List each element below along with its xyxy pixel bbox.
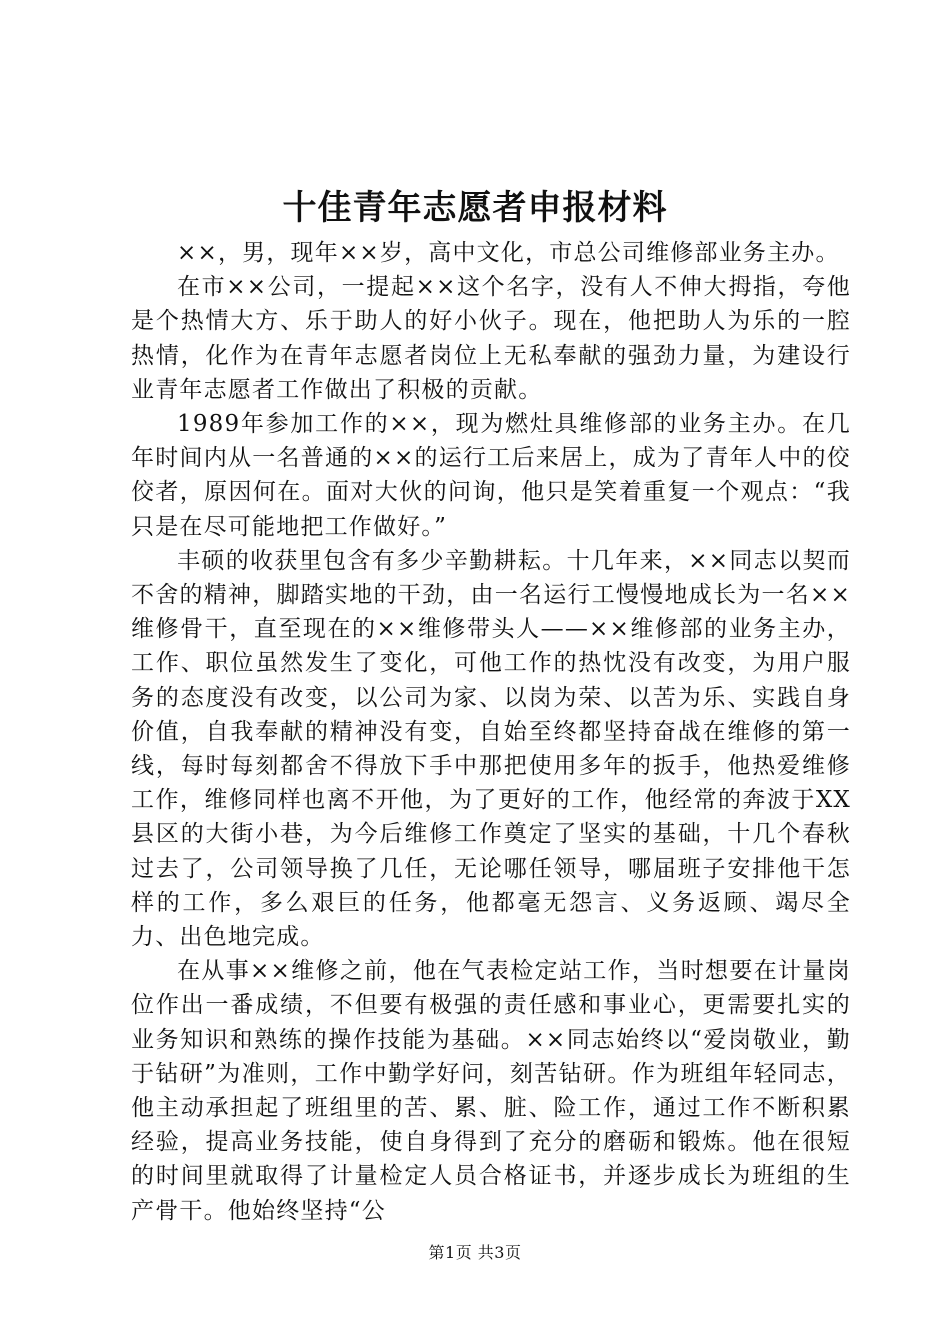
document-body xyxy=(131,236,851,1228)
paragraph: 丰硕的收获里包含有多少辛勤耕耘。十几年来，××同志以契而不舍的精神，脚踏实地的干劲，由一名运行工慢慢地成长为一名××维修骨干，直至现在的××维修带头人——××维修部的业务主办，工作、职位虽然发生了变化，可他工作的热忱没有改变，为用户服务的态度没有改变，以公司为家、以岗为荣、以苦为乐、实践自身价值，自我奉献的精神没有变，自始至终都坚持奋战在维修的第一线，每时每刻都舍不得放下手中那把使用多年的扳手，他热爱维修工作，维修同样也离不开他，为了更好的工作，他经常的奔波于XX县区的大街小巷，为今后维修工作奠定了坚实的基础，十几个春秋过去了，公司领导换了几任，无论哪任领导，哪届班子安排他干怎样的工作，多么艰巨的任务，他都毫无怨言、义务返顾、竭尽全力、出色地完成。 xyxy=(131,547,851,951)
paragraph: 1989年参加工作的××，现为燃灶具维修部的业务主办。在几年时间内从一名普通的××的运行工后来居上，成为了青年人中的佼佼者，原因何在。面对大伙的问询，他只是笑着重复一个观点：“我只是在尽可能地把工作做好。” xyxy=(131,411,851,540)
page-number-footer: 第1页 共3页 xyxy=(428,1243,522,1262)
paragraph: 在市××公司，一提起××这个名字，没有人不伸大拇指，夸他是个热情大方、乐于助人的好小伙子。现在，他把助人为乐的一腔热情，化作为在青年志愿者岗位上无私奉献的强劲力量，为建设行业青年志愿者工作做出了积极的贡献。 xyxy=(131,274,851,403)
document-title: 十佳青年志愿者申报材料 xyxy=(282,188,668,228)
paragraph: 在从事××维修之前，他在气表检定站工作，当时想要在计量岗位作出一番成绩，不但要有极强的责任感和事业心，更需要扎实的业务知识和熟练的操作技能为基础。××同志始终以“爱岗敬业，勤于钻研”为准则，工作中勤学好问，刻苦钻研。作为班组年轻同志，他主动承担起了班组里的苦、累、脏、险工作，通过工作不断积累经验，提高业务技能，使自身得到了充分的磨砺和锻炼。他在很短的时间里就取得了计量检定人员合格证书，并逐步成长为班组的生产骨干。他始终坚持“公 xyxy=(131,958,851,1224)
paragraph: ××，男，现年××岁，高中文化，市总公司维修部业务主办。 xyxy=(177,240,840,266)
